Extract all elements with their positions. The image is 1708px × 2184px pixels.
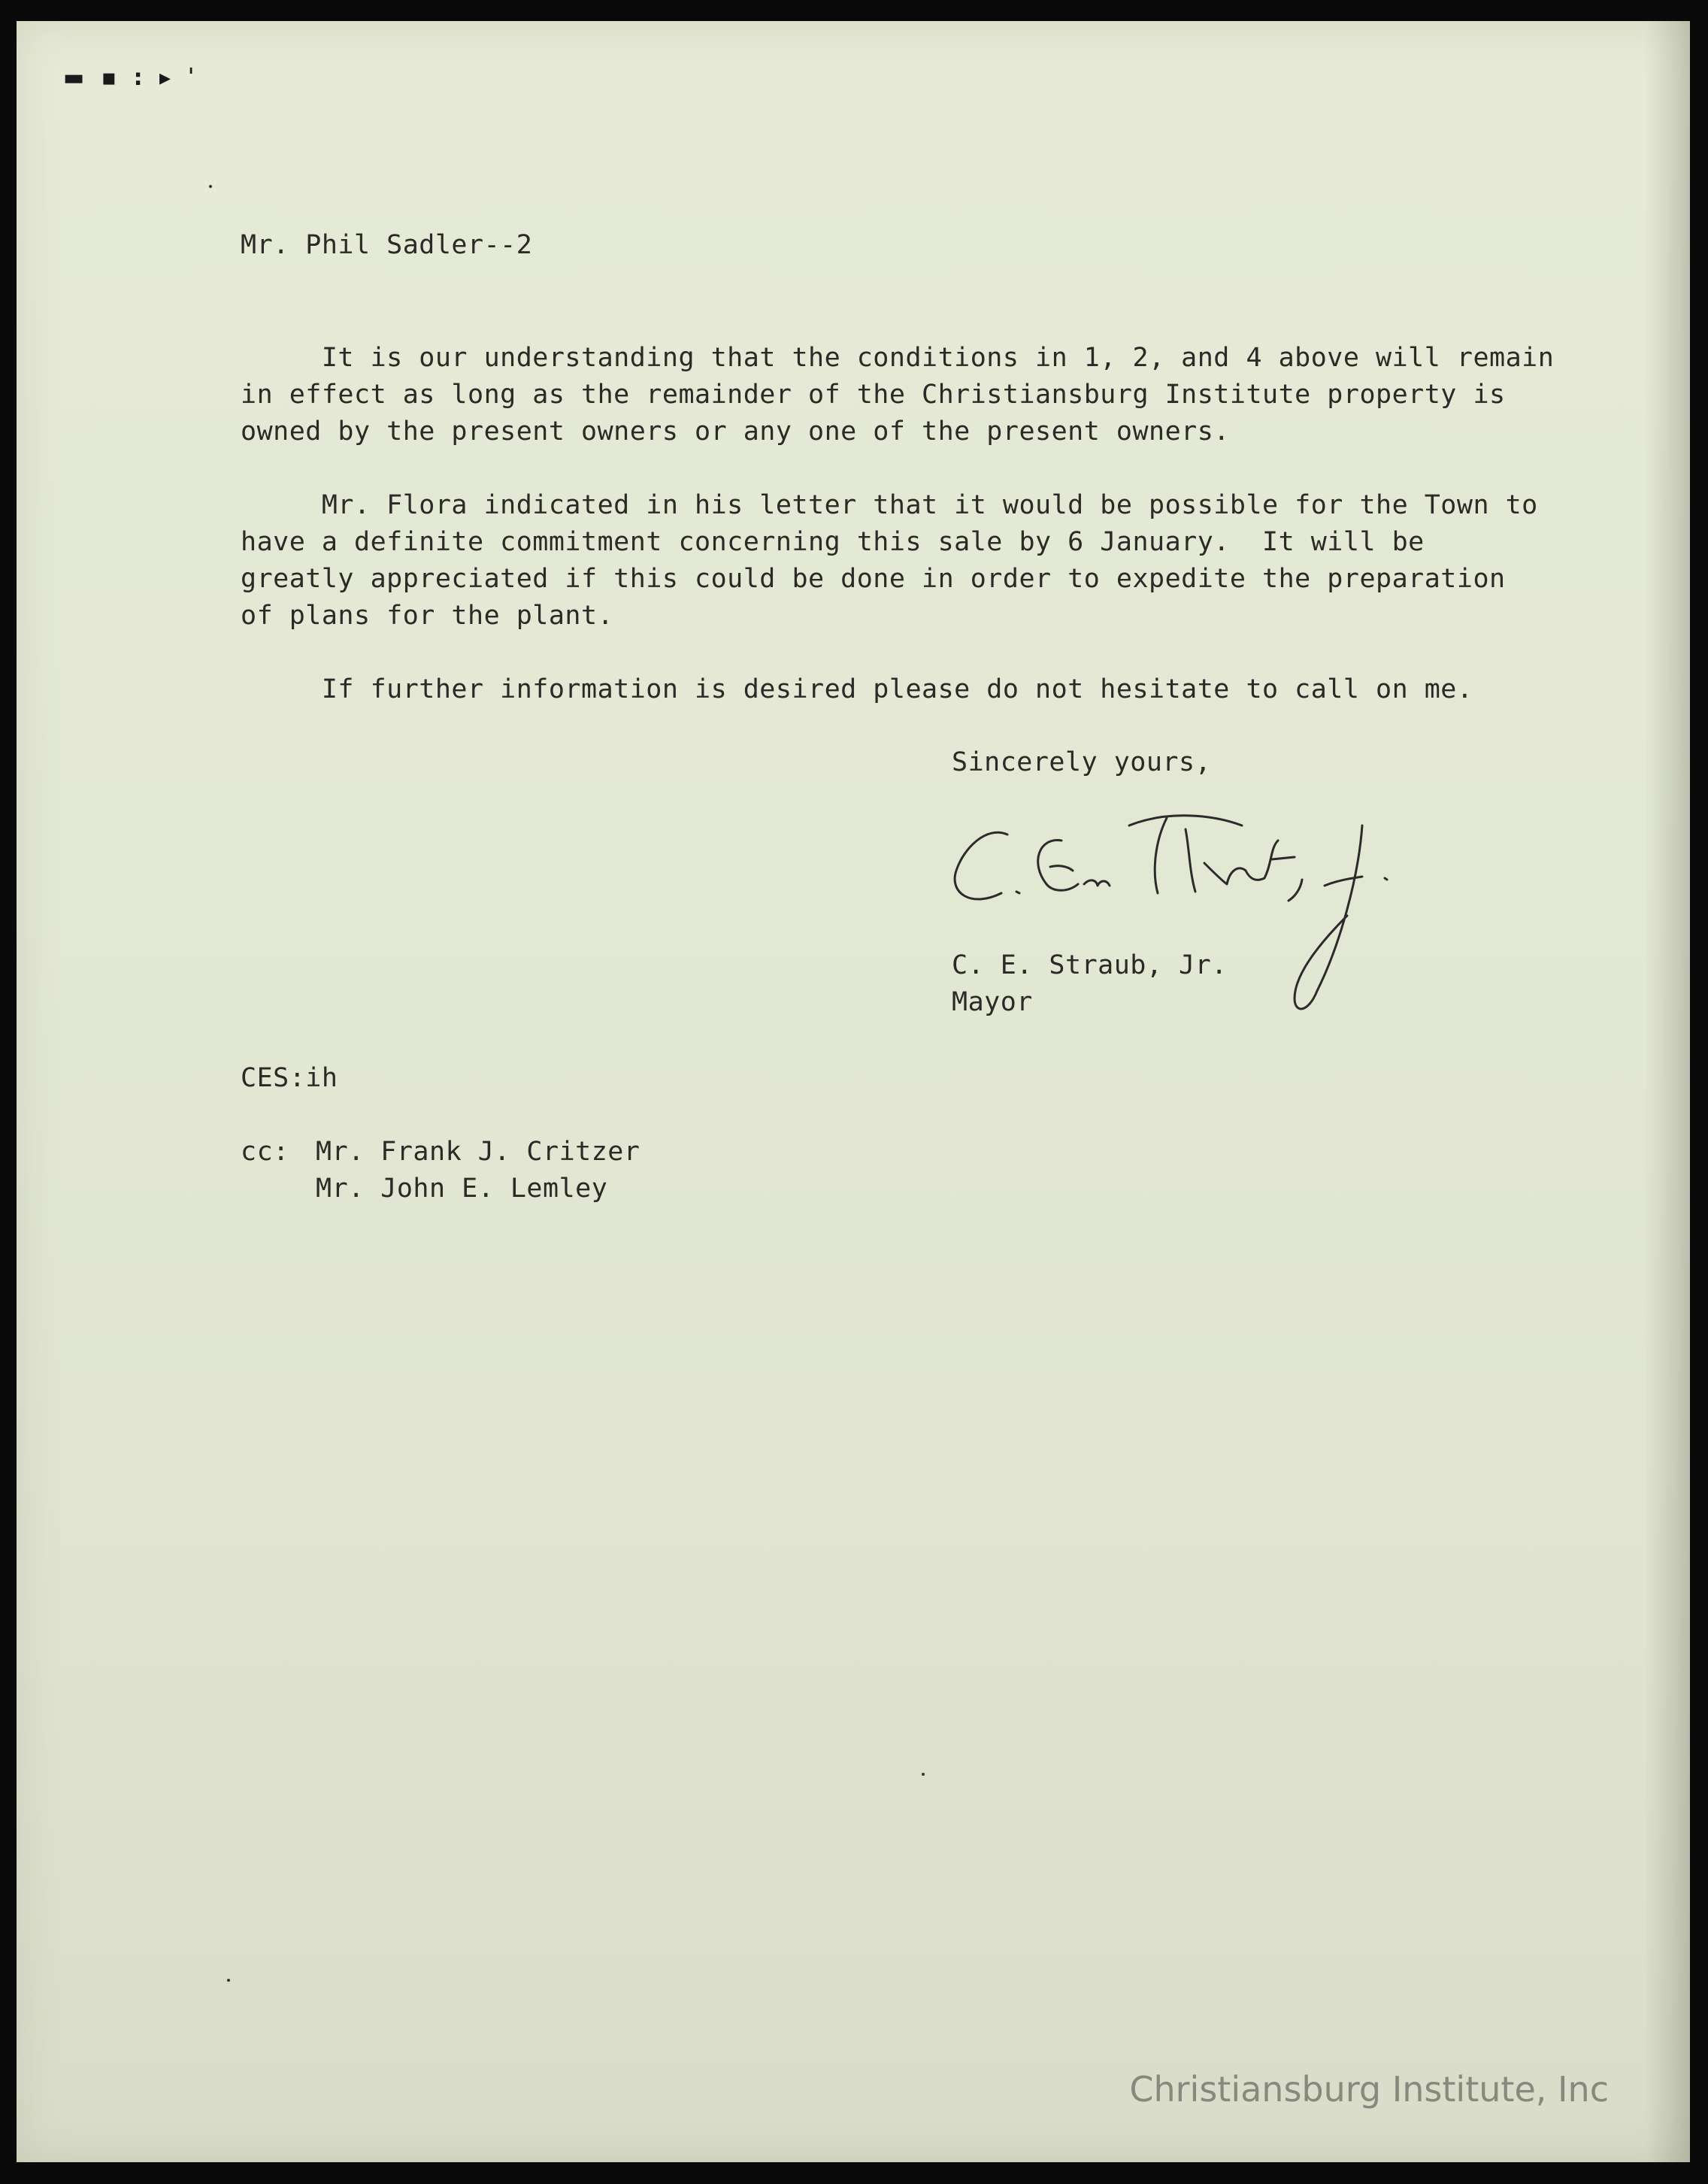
ink-specks: ▬ ▪ : ▸ ˈ: [63, 65, 199, 91]
paragraph-1-line-1: It is our understanding that the conditions in 1, 2, and 4 above will remain: [241, 343, 1555, 373]
signer-name: C. E. Straub, Jr.: [952, 950, 1228, 980]
signer-title: Mayor: [952, 987, 1033, 1017]
paragraph-1-line-2: in effect as long as the remainder of the Christiansburg Institute property is: [241, 380, 1506, 410]
paper-speck: [227, 1979, 230, 1982]
paper-sheet: [17, 21, 1690, 2162]
paragraph-2-line-4: of plans for the plant.: [241, 601, 614, 631]
cc-label: cc:: [241, 1137, 289, 1167]
paragraph-2-line-1: Mr. Flora indicated in his letter that it would be possible for the Town to: [241, 490, 1538, 520]
closing: Sincerely yours,: [952, 747, 1212, 777]
paragraph-1-line-3: owned by the present owners or any one of the present owners.: [241, 417, 1230, 447]
cc-recipient-1: Mr. Frank J. Critzer: [316, 1137, 640, 1167]
paragraph-2-line-3: greatly appreciated if this could be done in order to expedite the preparation: [241, 564, 1506, 594]
paragraph-2-line-2: have a definite commitment concerning this sale by 6 January. It will be: [241, 527, 1425, 557]
page-header: Mr. Phil Sadler--2: [241, 230, 533, 260]
paragraph-3-line-1: If further information is desired please do not hesitate to call on me.: [241, 674, 1473, 704]
cc-recipient-2: Mr. John E. Lemley: [316, 1174, 608, 1204]
watermark: Christiansburg Institute, Inc: [1129, 2069, 1609, 2110]
reference-initials: CES:ih: [241, 1063, 338, 1093]
paper-speck: [209, 185, 212, 188]
paper-speck: [922, 1773, 925, 1776]
